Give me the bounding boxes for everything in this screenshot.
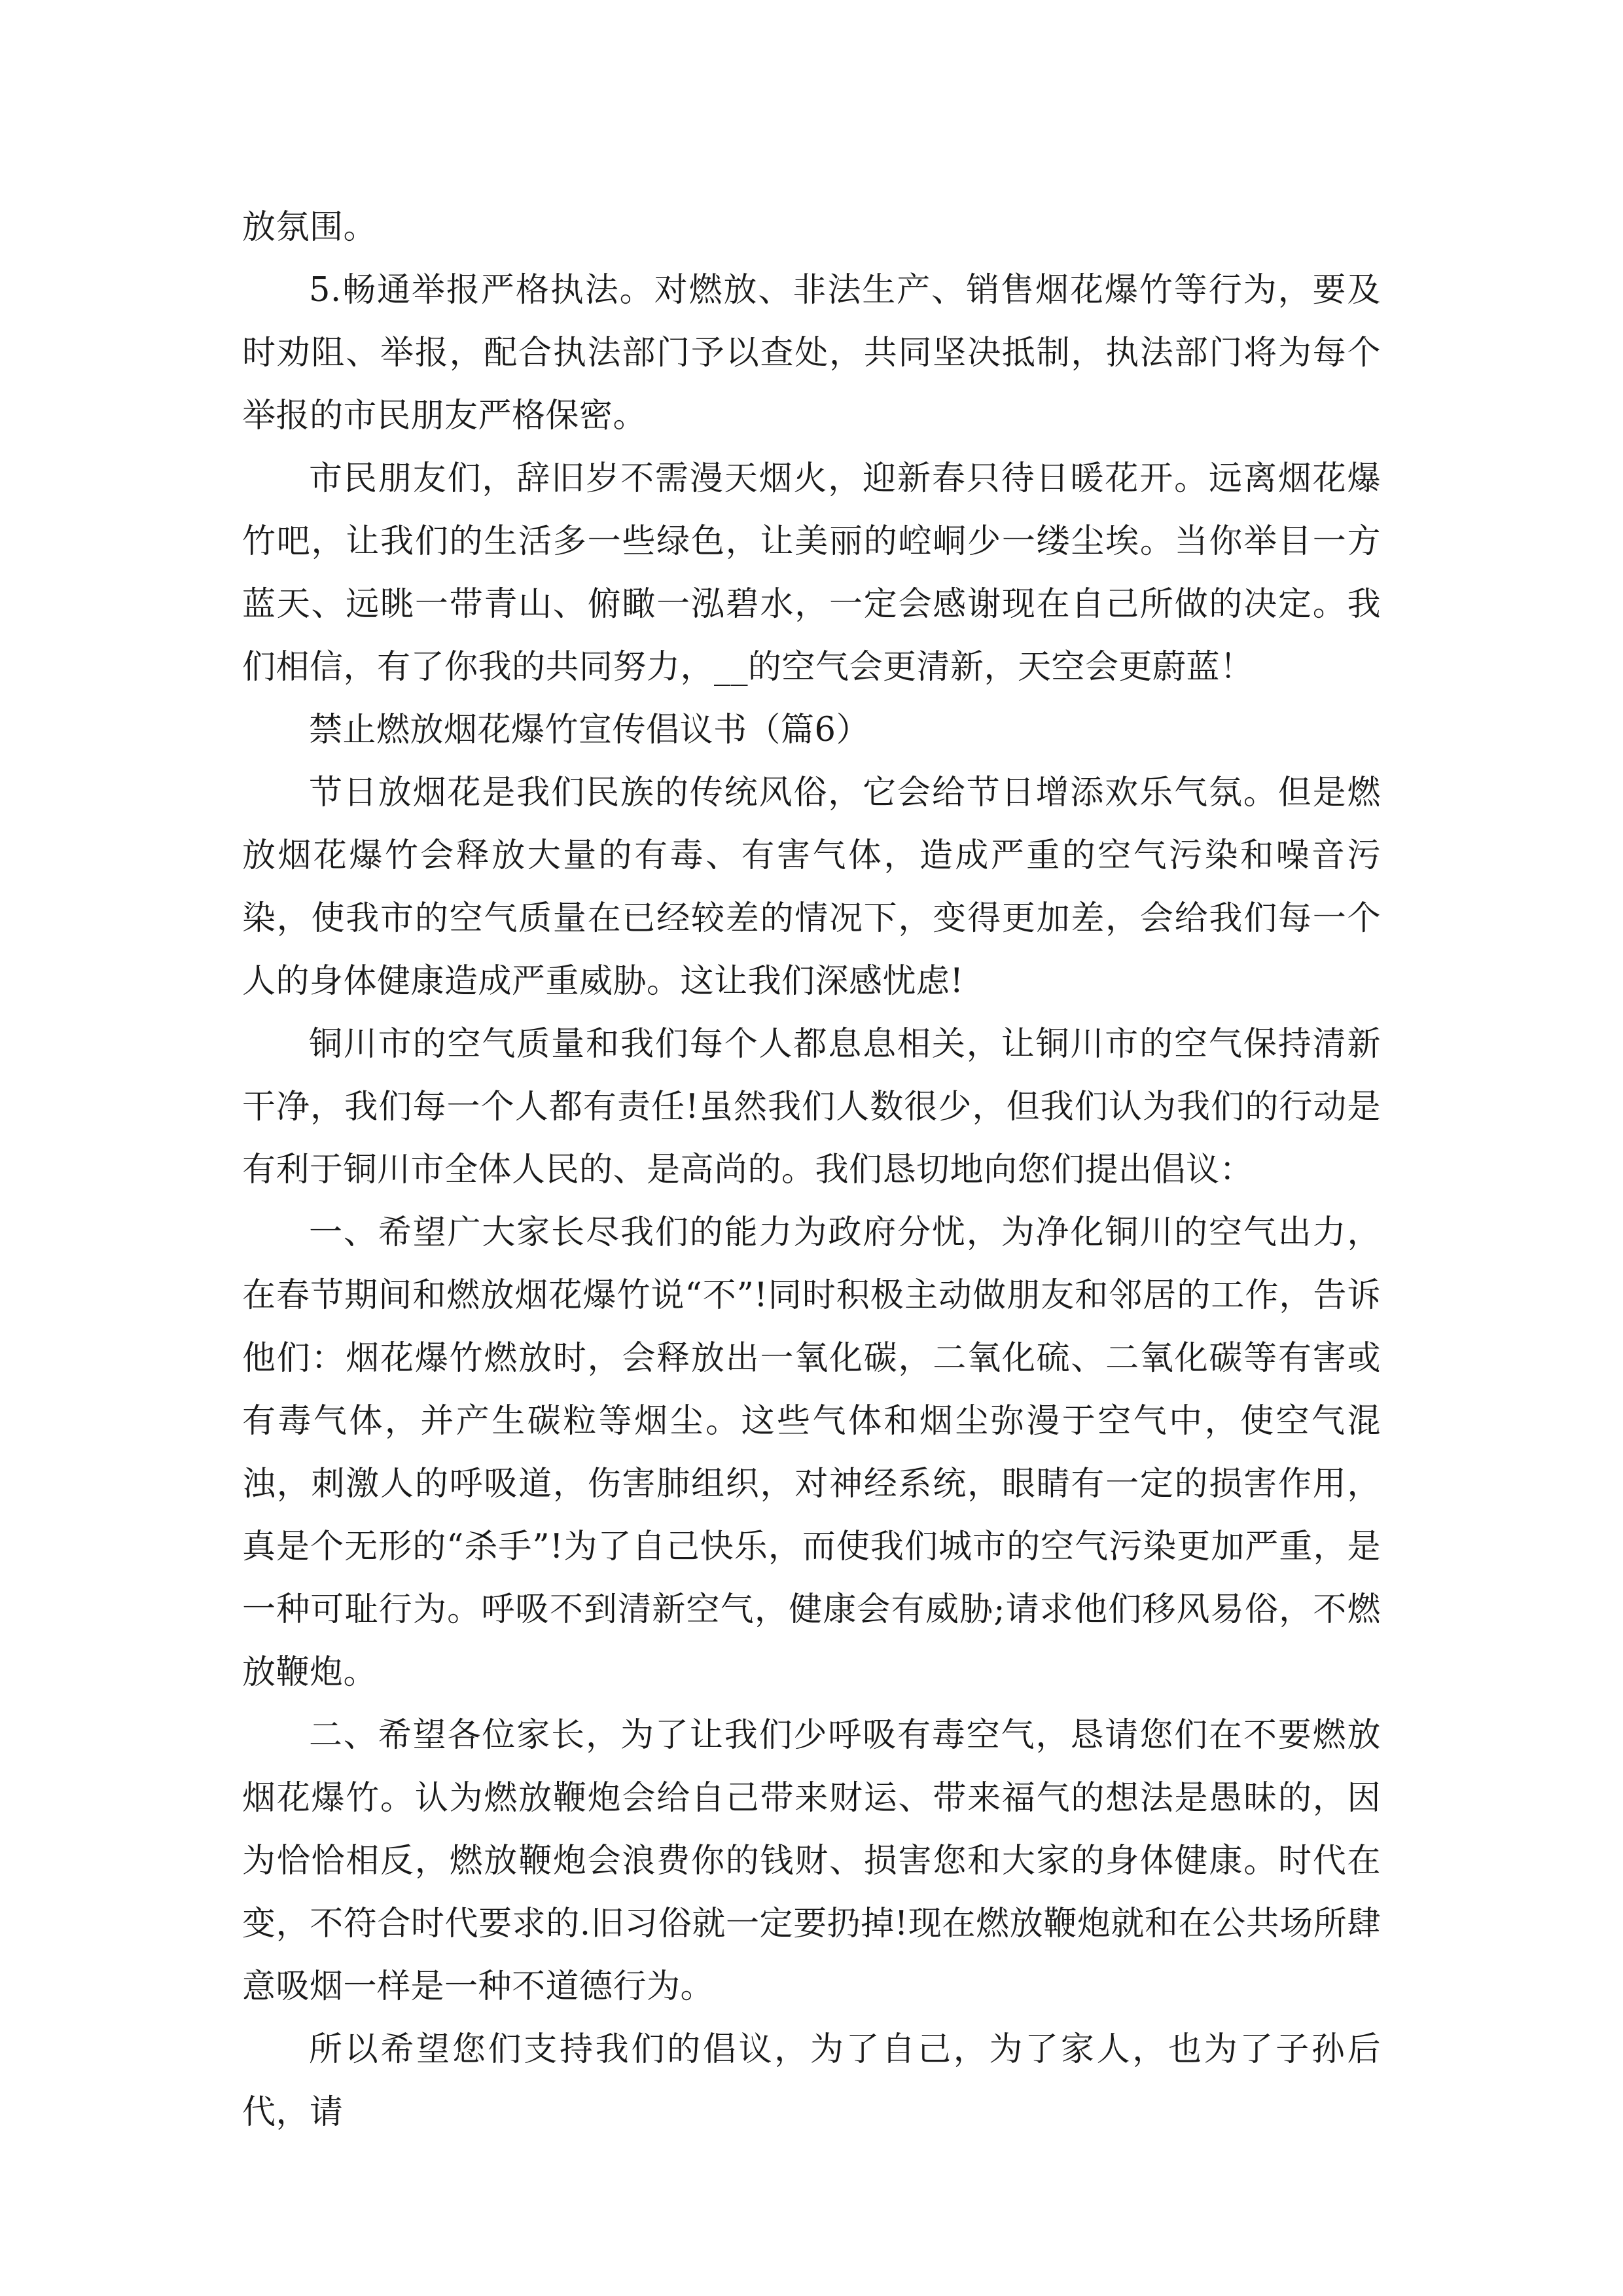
paragraph-continuation: 放氛围。 (242, 208, 378, 247)
section-heading: 禁止燃放烟花爆竹宣传倡议书（篇6） (309, 711, 870, 749)
document-body (242, 196, 1381, 2144)
paragraph-responsibility: 铜川市的空气质量和我们每个人都息息相关，让铜川市的空气保持清新干净，我们每一个人都有责任!虽然我们人数很少，但我们认为我们的行动是有利于铜川市全体人民的、是高尚的。我们恳切地向您们提出倡议： (242, 1025, 1381, 1189)
paragraph-intro: 节日放烟花是我们民族的传统风俗，它会给节日增添欢乐气氛。但是燃放烟花爆竹会释放大量的有毒、有害气体，造成严重的空气污染和噪音污染，使我市的空气质量在已经较差的情况下，变得更加差，会给我们每一个人的身体健康造成严重威胁。这让我们深感忧虑! (242, 774, 1381, 1001)
paragraph-final: 所以希望您们支持我们的倡议，为了自己，为了家人，也为了子孙后代，请 (242, 2030, 1381, 2132)
paragraph-proposal-1: 一、希望广大家长尽我们的能力为政府分忧，为净化铜川的空气出力，在春节期间和燃放烟花爆竹说“不”!同时积极主动做朋友和邻居的工作，告诉他们：烟花爆竹燃放时，会释放出一氧化碳，二氧化硫、二氧化碳等有害或有毒气体，并产生碳粒等烟尘。这些气体和烟尘弥漫于空气中，使空气混浊，刺激人的呼吸道，伤害肺组织，对神经系统，眼睛有一定的损害作用，真是个无形的“杀手”!为了自己快乐，而使我们城市的空气污染更加严重，是一种可耻行为。呼吸不到清新空气，健康会有威胁;请求他们移风易俗，不燃放鞭炮。 (242, 1213, 1381, 1692)
paragraph-closing-appeal: 市民朋友们，辞旧岁不需漫天烟火，迎新春只待日暖花开。远离烟花爆竹吧，让我们的生活多一些绿色，让美丽的崆峒少一缕尘埃。当你举目一方蓝天、远眺一带青山、俯瞰一泓碧水，一定会感谢现在自己所做的决定。我们相信，有了你我的共同努力，__的空气会更清新，天空会更蔚蓝！ (242, 459, 1381, 687)
paragraph-item-5: 5.畅通举报严格执法。对燃放、非法生产、销售烟花爆竹等行为，要及时劝阻、举报，配合执法部门予以查处，共同坚决抵制，执法部门将为每个举报的市民朋友严格保密。 (242, 271, 1381, 435)
paragraph-proposal-2: 二、希望各位家长，为了让我们少呼吸有毒空气，恳请您们在不要燃放烟花爆竹。认为燃放鞭炮会给自己带来财运、带来福气的想法是愚昧的，因为恰恰相反，燃放鞭炮会浪费你的钱财、损害您和大家的身体健康。时代在变，不符合时代要求的.旧习俗就一定要扔掉!现在燃放鞭炮就和在公共场所肆意吸烟一样是一种不道德行为。 (242, 1716, 1381, 2006)
